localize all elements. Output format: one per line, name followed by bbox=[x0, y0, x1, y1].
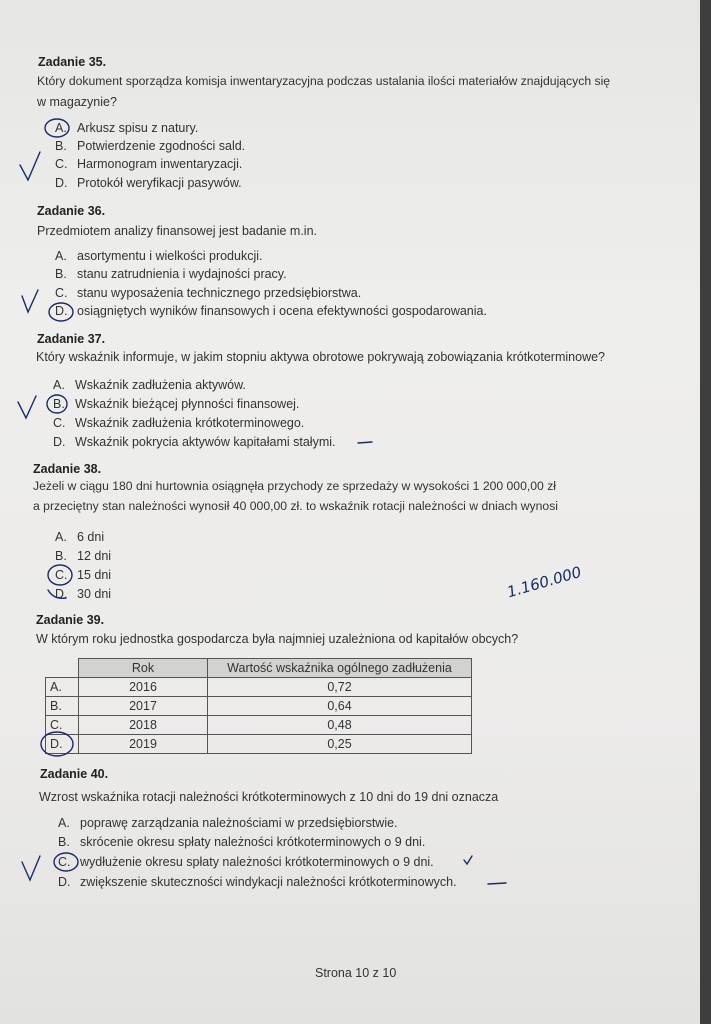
checkmark-q40 bbox=[22, 856, 40, 880]
option-letter: A. bbox=[55, 121, 67, 135]
option-text: poprawę zarządzania należnościami w przedsiębiorstwie. bbox=[80, 816, 398, 830]
option-letter: C. bbox=[55, 286, 68, 300]
option-text: Arkusz spisu z natury. bbox=[77, 121, 199, 135]
q37-title: Zadanie 37. bbox=[37, 332, 106, 346]
row-year: 2018 bbox=[79, 716, 208, 735]
q40-text-line1: Wzrost wskaźnika rotacji należności krótkoterminowych z 10 dni do 19 dni oznacza bbox=[39, 790, 499, 804]
row-letter: C. bbox=[46, 716, 79, 735]
q39-text-line1: W którym roku jednostka gospodarcza była najmniej uzależniona od kapitałów obcych? bbox=[36, 632, 519, 646]
q35-text-line2: w magazynie? bbox=[37, 95, 117, 109]
option-letter: A. bbox=[55, 249, 67, 263]
row-year: 2016 bbox=[79, 678, 208, 697]
option-text: 6 dni bbox=[77, 530, 105, 544]
option-text: 30 dni bbox=[77, 587, 112, 601]
dash-q37 bbox=[358, 442, 372, 443]
q40-title: Zadanie 40. bbox=[40, 767, 109, 781]
option-text: Harmonogram inwentaryzacji. bbox=[77, 157, 243, 171]
option-text: 12 dni bbox=[77, 549, 112, 563]
option-text: Wskaźnik zadłużenia krótkoterminowego. bbox=[75, 416, 305, 430]
q35-title: Zadanie 35. bbox=[38, 55, 107, 69]
row-letter: B. bbox=[46, 697, 79, 716]
table-header-value: Wartość wskaźnika ogólnego zadłużenia bbox=[208, 659, 472, 678]
option-text: osiągniętych wyników finansowych i ocena efektywności gospodarowania. bbox=[77, 304, 487, 318]
option-letter: C. bbox=[58, 855, 71, 869]
option-text: stanu wyposażenia technicznego przedsiębiorstwa. bbox=[77, 286, 362, 300]
option-text: Wskaźnik zadłużenia aktywów. bbox=[75, 378, 246, 392]
option-letter: B. bbox=[58, 835, 70, 849]
option-letter: B. bbox=[53, 397, 65, 411]
small-tick-q40 bbox=[464, 856, 472, 864]
option-letter: A. bbox=[58, 816, 70, 830]
option-text: 15 dni bbox=[77, 568, 112, 582]
row-year: 2017 bbox=[79, 697, 208, 716]
row-value: 0,48 bbox=[208, 716, 472, 735]
option-letter: C. bbox=[55, 568, 68, 582]
checkmark-q35 bbox=[20, 152, 40, 180]
option-text: Wskaźnik bieżącej płynności finansowej. bbox=[75, 397, 300, 411]
row-year: 2019 bbox=[79, 735, 208, 754]
q37-text-line1: Który wskaźnik informuje, w jakim stopniu aktywa obrotowe pokrywają zobowiązania krótkoterminowe? bbox=[36, 350, 605, 364]
option-letter: D. bbox=[55, 176, 68, 190]
option-text: Protokół weryfikacji pasywów. bbox=[77, 176, 242, 190]
answer-circle-q38-c bbox=[48, 565, 72, 585]
checkmark-q36 bbox=[22, 290, 38, 312]
option-letter: A. bbox=[53, 378, 65, 392]
dash-q40 bbox=[488, 883, 506, 884]
option-letter: D. bbox=[53, 435, 66, 449]
q36-text-line1: Przedmiotem analizy finansowej jest badanie m.in. bbox=[37, 224, 317, 238]
q38-text-line2: a przeciętny stan należności wynosił 40 000,00 zł. to wskaźnik rotacji należności w dniach wynosi bbox=[33, 499, 559, 513]
answer-circle-q36-d bbox=[49, 303, 73, 321]
option-letter: D. bbox=[55, 304, 68, 318]
option-letter: B. bbox=[55, 139, 67, 153]
row-value: 0,64 bbox=[208, 697, 472, 716]
row-letter: A. bbox=[46, 678, 79, 697]
option-text: zwiększenie skuteczności windykacji należności krótkoterminowych. bbox=[80, 875, 457, 889]
q38-title: Zadanie 38. bbox=[33, 462, 102, 476]
q38-text-line1: Jeżeli w ciągu 180 dni hurtownia osiągnęła przychody ze sprzedaży w wysokości 1 200 000,00 zł bbox=[33, 479, 556, 493]
q39-title: Zadanie 39. bbox=[36, 613, 105, 627]
page-number: Strona 10 z 10 bbox=[315, 966, 397, 980]
option-letter: C. bbox=[53, 416, 66, 430]
option-letter: D. bbox=[58, 875, 71, 889]
option-text: stanu zatrudnienia i wydajności pracy. bbox=[77, 267, 287, 281]
table-header-year: Rok bbox=[79, 659, 208, 678]
option-text: asortymentu i wielkości produkcji. bbox=[77, 249, 263, 263]
option-letter: D. bbox=[55, 587, 68, 601]
row-letter: D. bbox=[46, 735, 79, 754]
answer-circle-q39-d bbox=[41, 732, 73, 756]
option-text: skrócenie okresu spłaty należności krótkoterminowych o 9 dni. bbox=[80, 835, 426, 849]
option-text: Wskaźnik pokrycia aktywów kapitałami stałymi. bbox=[75, 435, 336, 449]
row-value: 0,25 bbox=[208, 735, 472, 754]
option-text: Potwierdzenie zgodności sald. bbox=[77, 139, 246, 153]
option-letter: A. bbox=[55, 530, 67, 544]
option-letter: B. bbox=[55, 267, 67, 281]
answer-circle-q35-a bbox=[45, 119, 69, 137]
answer-circle-q37-b bbox=[47, 395, 67, 413]
handwritten-calc-note: 1.160.000 bbox=[505, 562, 584, 602]
q35-text-line1: Który dokument sporządza komisja inwentaryzacyjna podczas ustalania ilości materiałów znajdujących się bbox=[37, 74, 611, 88]
option-letter: C. bbox=[55, 157, 68, 171]
option-text: wydłużenie okresu spłaty należności krótkoterminowych o 9 dni. bbox=[80, 855, 434, 869]
photo-edge-shadow bbox=[700, 0, 711, 1024]
q36-title: Zadanie 36. bbox=[37, 204, 106, 218]
row-value: 0,72 bbox=[208, 678, 472, 697]
checkmark-q37 bbox=[18, 396, 36, 418]
answer-arc-q38-d bbox=[48, 590, 66, 598]
option-letter: B. bbox=[55, 549, 67, 563]
answer-circle-q40-c bbox=[54, 853, 78, 871]
